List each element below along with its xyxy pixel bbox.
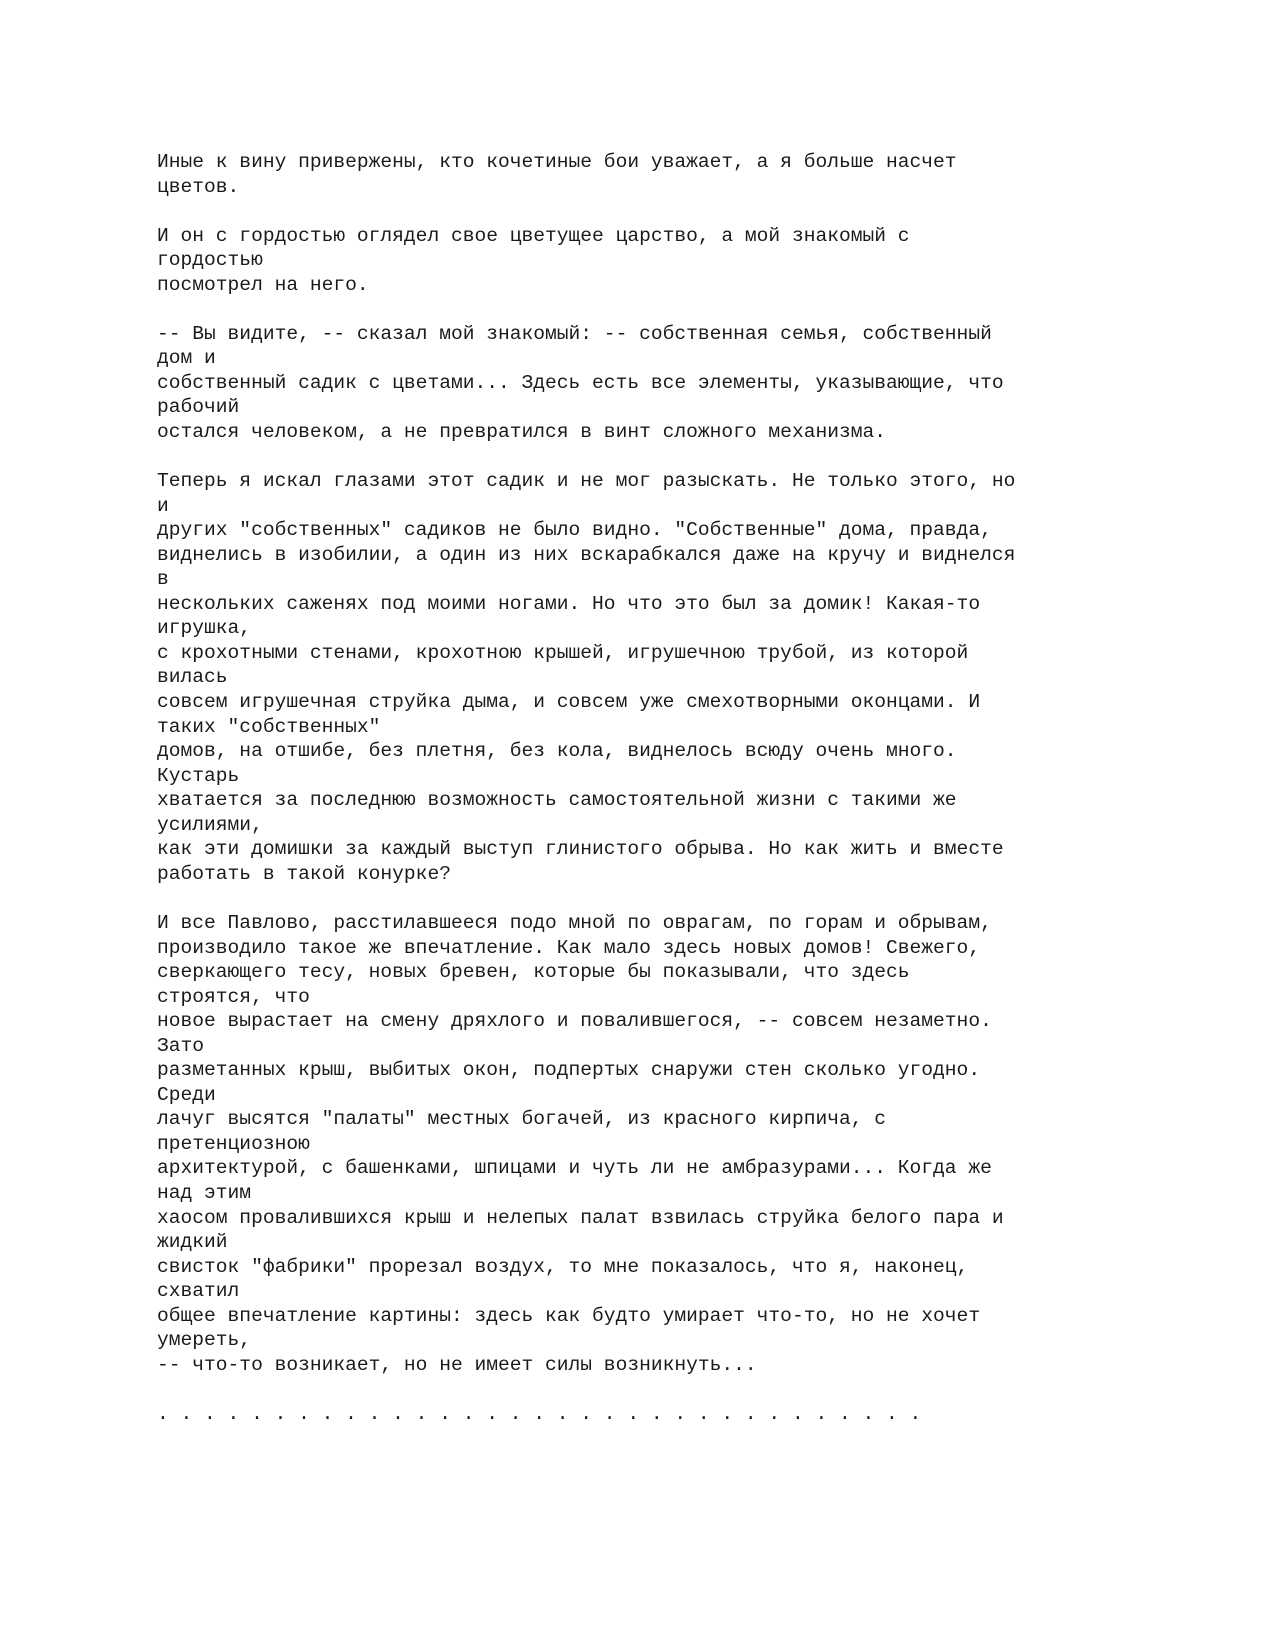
text-line: игрушка, <box>157 617 252 640</box>
text-line: гордостью <box>157 249 263 272</box>
text-line: схватил <box>157 1280 240 1303</box>
text-line: Кустарь <box>157 764 240 787</box>
paragraph-gap <box>157 1377 1157 1402</box>
text-line: И он с гордостью оглядел свое цветущее царство, а мой знакомый с <box>157 224 910 247</box>
text-line: общее впечатление картины: здесь как будто умирает что-то, но не хочет <box>157 1304 981 1327</box>
text-line: претенциозною <box>157 1132 310 1155</box>
paragraph <box>157 224 1157 298</box>
text-line: производило такое же впечатление. Как мало здесь новых домов! Свежего, <box>157 936 981 959</box>
paragraph <box>157 322 1157 445</box>
text-line: жидкий <box>157 1231 228 1254</box>
text-line: свисток "фабрики" прорезал воздух, то мне показалось, что я, наконец, <box>157 1255 969 1278</box>
text-line: умереть, <box>157 1329 252 1352</box>
text-line: Среди <box>157 1083 216 1106</box>
text-line: хаосом провалившихся крыш и нелепых палат взвилась струйка белого пара и <box>157 1206 1004 1229</box>
text-line: хватается за последнюю возможность самостоятельной жизни с такими же <box>157 789 957 812</box>
text-line: рабочий <box>157 396 240 419</box>
text-line: нескольких саженях под моими ногами. Но что это был за домик! Какая-то <box>157 592 981 615</box>
text-line: с крохотными стенами, крохотною крышей, игрушечною трубой, из которой <box>157 641 969 664</box>
text-line: над этим <box>157 1181 252 1204</box>
paragraph <box>157 150 1157 199</box>
paragraph-gap <box>157 886 1157 911</box>
text-line: в <box>157 568 169 591</box>
text-line: усилиями, <box>157 813 263 836</box>
document-body <box>157 150 1157 1426</box>
text-line: других "собственных" садиков не было видно. "Собственные" дома, правда, <box>157 519 992 542</box>
text-line: и <box>157 494 169 517</box>
text-line: -- Вы видите, -- сказал мой знакомый: -- собственная семья, собственный <box>157 322 992 345</box>
text-line: И все Павлово, расстилавшееся подо мной по оврагам, по горам и обрывам, <box>157 911 992 934</box>
text-line: строятся, что <box>157 985 310 1008</box>
dotted-separator <box>157 1402 1157 1427</box>
paragraph <box>157 469 1157 886</box>
text-line: таких "собственных" <box>157 715 381 738</box>
text-line: Теперь я искал глазами этот садик и не мог разыскать. Не только этого, но <box>157 470 1016 493</box>
text-line: новое вырастает на смену дряхлого и повалившегося, -- совсем незаметно. <box>157 1010 992 1033</box>
text-line: дом и <box>157 347 216 370</box>
text-line: лачуг высятся "палаты" местных богачей, из красного кирпича, с <box>157 1108 887 1131</box>
text-line: вилась <box>157 666 228 689</box>
text-line: Зато <box>157 1034 205 1057</box>
text-line: . . . . . . . . . . . . . . . . . . . . . . . . . . . . . . . . . <box>157 1402 922 1425</box>
text-line: как эти домишки за каждый выступ глинистого обрыва. Но как жить и вместе <box>157 838 1004 861</box>
text-line: -- что-то возникает, но не имеет силы возникнуть... <box>157 1353 757 1376</box>
text-line: разметанных крыш, выбитых окон, подпертых снаружи стен сколько угодно. <box>157 1059 981 1082</box>
text-line: сверкающего тесу, новых бревен, которые бы показывали, что здесь <box>157 961 910 984</box>
text-line: виднелись в изобилии, а один из них вскарабкался даже на кручу и виднелся <box>157 543 1016 566</box>
paragraph <box>157 911 1157 1377</box>
text-line: работать в такой конурке? <box>157 862 451 885</box>
paragraph-gap <box>157 297 1157 322</box>
text-line: собственный садик с цветами... Здесь есть все элементы, указывающие, что <box>157 371 1004 394</box>
paragraph-gap <box>157 199 1157 224</box>
text-line: остался человеком, а не превратился в винт сложного механизма. <box>157 421 887 444</box>
text-line: посмотрел на него. <box>157 273 369 296</box>
text-line: Иные к вину привержены, кто кочетиные бои уважает, а я больше насчет <box>157 151 957 173</box>
text-line: архитектурой, с башенками, шпицами и чуть ли не амбразурами... Когда же <box>157 1157 992 1180</box>
text-line: цветов. <box>157 175 240 198</box>
text-line: домов, на отшибе, без плетня, без кола, виднелось всюду очень много. <box>157 740 957 763</box>
text-line: совсем игрушечная струйка дыма, и совсем уже смехотворными оконцами. И <box>157 691 981 714</box>
paragraph-gap <box>157 445 1157 470</box>
